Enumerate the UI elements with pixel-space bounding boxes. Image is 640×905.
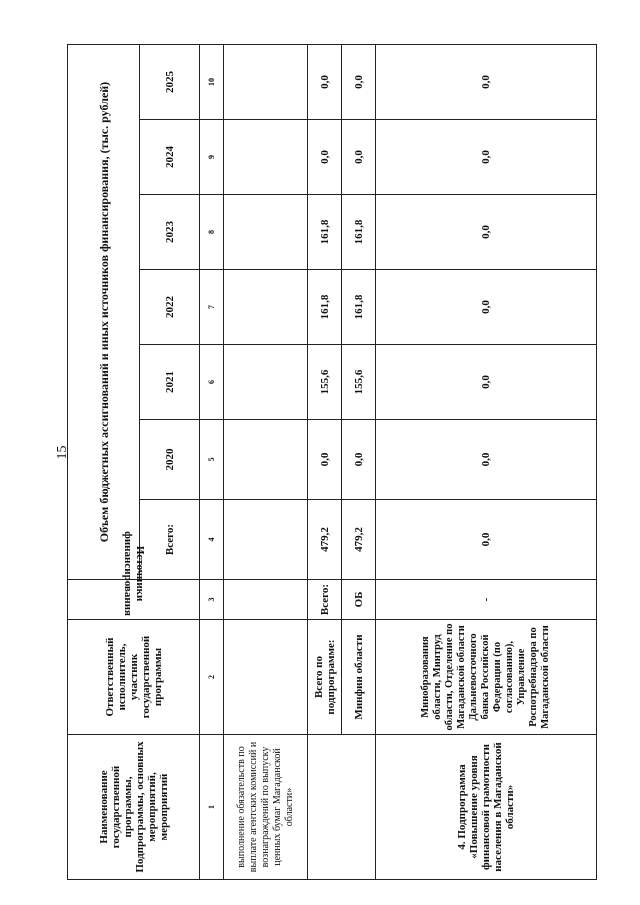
page-number: 15 — [55, 445, 70, 460]
column-number: 2 — [200, 620, 224, 735]
value-cell: 479,2 — [308, 500, 342, 580]
source-cell: - — [376, 580, 597, 620]
value-cell: 0,0 — [376, 120, 597, 195]
column-number: 1 — [200, 735, 224, 880]
value-cell — [224, 120, 308, 195]
column-number: 5 — [200, 420, 224, 500]
source-cell — [224, 580, 308, 620]
header-financing: Объем бюджетных ассигнований и иных источников финансирования, (тыс. рублей) — [68, 44, 140, 579]
executor-cell: Всего по подпрограмме: — [308, 620, 342, 735]
header-name: Наименование государственной программы, Подпрограммы, основных мероприятий, мероприятий — [68, 735, 200, 880]
name-cell-empty — [308, 735, 376, 880]
value-cell — [224, 345, 308, 420]
header-year: 2024 — [140, 120, 200, 195]
value-cell: 479,2 — [342, 500, 376, 580]
value-cell: 0,0 — [342, 120, 376, 195]
value-cell: 0,0 — [308, 120, 342, 195]
value-cell: 0,0 — [376, 345, 597, 420]
value-cell: 0,0 — [376, 500, 597, 580]
subprogram-name: 4. Подпрограмма «Повышение уровня финансовой грамотности населения в Магаданской области» — [376, 735, 597, 880]
financing-table-container — [67, 45, 597, 880]
source-cell: Всего: — [308, 580, 342, 620]
value-cell: 0,0 — [376, 420, 597, 500]
value-cell: 0,0 — [376, 44, 597, 119]
header-year: 2023 — [140, 195, 200, 270]
value-cell: 161,8 — [342, 270, 376, 345]
value-cell: 0,0 — [342, 420, 376, 500]
value-cell: 161,8 — [308, 195, 342, 270]
value-cell — [224, 44, 308, 119]
executor-cell — [224, 620, 308, 735]
header-year: 2022 — [140, 270, 200, 345]
value-cell: 0,0 — [342, 44, 376, 119]
value-cell: 155,6 — [308, 345, 342, 420]
column-number: 9 — [200, 120, 224, 195]
executor-cell: Минобразования области, Минтруд области, Отделение по Магаданской области Дальневосточного банка Российской Федерации (по согласованию), Управление Роспотребнадзора по Магаданской области — [376, 620, 597, 735]
header-year: 2020 — [140, 420, 200, 500]
column-number: 6 — [200, 345, 224, 420]
header-source: Источники финансирования — [121, 531, 146, 616]
column-number: 8 — [200, 195, 224, 270]
value-cell — [224, 420, 308, 500]
header-total: Всего: — [140, 500, 200, 580]
value-cell: 155,6 — [342, 345, 376, 420]
value-cell — [224, 500, 308, 580]
value-cell — [224, 270, 308, 345]
header-year: 2021 — [140, 345, 200, 420]
value-cell: 161,8 — [342, 195, 376, 270]
value-cell: 0,0 — [308, 44, 342, 119]
header-year: 2025 — [140, 44, 200, 119]
value-cell: 0,0 — [308, 420, 342, 500]
source-cell: ОБ — [342, 580, 376, 620]
column-number: 7 — [200, 270, 224, 345]
column-number: 10 — [200, 44, 224, 119]
value-cell: 0,0 — [376, 195, 597, 270]
column-number: 3 — [200, 580, 224, 620]
executor-cell: Минфин области — [342, 620, 376, 735]
value-cell — [224, 195, 308, 270]
value-cell: 161,8 — [308, 270, 342, 345]
header-executor: Ответственный исполнитель, участник государственной программы — [68, 620, 200, 735]
column-number: 4 — [200, 500, 224, 580]
financing-table — [67, 44, 597, 880]
activity-name: выполнение обязательств по выплате агентских комиссий и вознаграждений по выпуску ценных бумаг Магаданской области» — [224, 735, 308, 880]
value-cell: 0,0 — [376, 270, 597, 345]
